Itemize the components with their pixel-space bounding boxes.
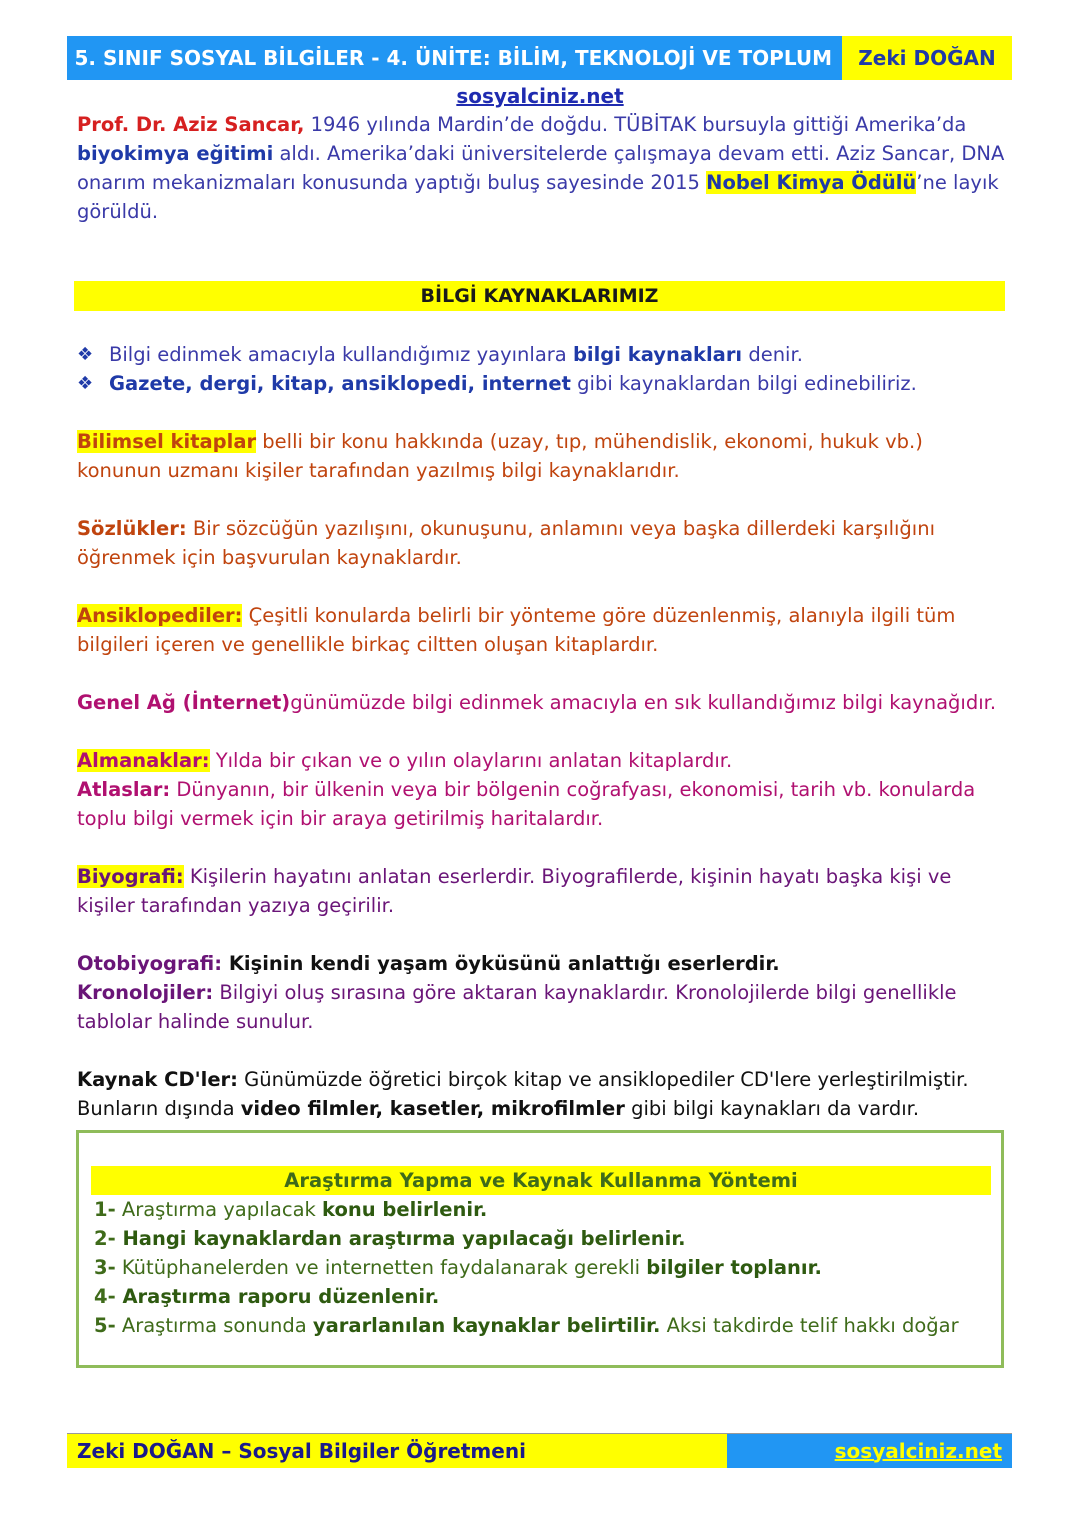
footer-author: Zeki DOĞAN – Sosyal Bilgiler Öğretmeni: [67, 1434, 727, 1468]
site-link[interactable]: sosyalciniz.net: [456, 84, 624, 108]
entry-ansiklopedi: Ansiklopediler: Çeşitli konularda belirli bir yönteme göre düzenlenmiş, alanıyla ilgili tüm bilgileri içeren ve genellikle birkaç ciltten oluşan kitaplardır.: [77, 604, 956, 656]
footer-site-link[interactable]: sosyalciniz.net: [834, 1438, 1002, 1463]
diamond-bullet-icon: ❖: [77, 344, 94, 365]
intro-paragraph: Prof. Dr. Aziz Sancar, 1946 yılında Mardin’de doğdu. TÜBİTAK bursuyla gittiği Amerika’da biyokimya eğitimi aldı. Amerika’daki üniversitelerde çalışmaya devam etti. Aziz Sancar, DNA onarım mekanizmaları konusunda yaptığı buluş sayesinde 2015 Nobel Kimya Ödülü’ne layık görüldü.: [77, 113, 1005, 223]
entry-almanak: Almanaklar: Yılda bir çıkan ve o yılın olaylarını anlatan kitaplardır.: [77, 749, 733, 772]
section-title: BİLGİ KAYNAKLARIMIZ: [74, 281, 1005, 311]
header-title: 5. SINIF SOSYAL BİLGİLER - 4. ÜNİTE: BİLİM, TEKNOLOJİ VE TOPLUM: [67, 36, 842, 80]
entry-cd: Kaynak CD'ler: Günümüzde öğretici birçok kitap ve ansiklopediler CD'lere yerleştirilmiştir.: [77, 1068, 969, 1091]
bullet-item: ❖ Bilgi edinmek amacıyla kullandığımız yayınlara bilgi kaynakları denir.: [77, 340, 1007, 369]
method-step: 4- Araştırma raporu düzenlenir.: [94, 1285, 440, 1308]
main-content: [77, 110, 1007, 226]
entry-sozluk: Sözlükler: Bir sözcüğün yazılışını, okunuşunu, anlamını veya başka dillerdeki karşılığını öğrenmek için başvurulan kaynaklardır.: [77, 517, 935, 569]
method-step: 1- Araştırma yapılacak konu belirlenir.: [94, 1198, 488, 1221]
intro-name: Prof. Dr. Aziz Sancar,: [77, 113, 305, 136]
research-method-box: [76, 1130, 1004, 1368]
footer-link-container: [727, 1434, 1012, 1468]
method-step: 5- Araştırma sonunda yararlanılan kaynaklar belirtilir. Aksi takdirde telif hakkı doğar: [94, 1314, 959, 1337]
method-steps: [94, 1195, 994, 1340]
entry-biyografi: Biyografi: Kişilerin hayatını anlatan eserlerdir. Biyografilerde, kişinin hayatı başka kişi ve kişiler tarafından yazıya geçirilir.: [77, 865, 952, 917]
entry-atlas: Atlaslar: Dünyanın, bir ülkenin veya bir bölgenin coğrafyası, ekonomisi, tarih vb. konularda toplu bilgi vermek için bir araya getirilmiş haritalardır.: [77, 778, 976, 830]
entry-cd-extra: Bunların dışında video filmler, kasetler, mikrofilmler gibi bilgi kaynakları da vardır.: [77, 1097, 920, 1120]
box-title: Araştırma Yapma ve Kaynak Kullanma Yöntemi: [91, 1166, 991, 1195]
nobel-award: Nobel Kimya Ödülü: [706, 171, 917, 194]
method-step: 3- Kütüphanelerden ve internetten faydalanarak gerekli bilgiler toplanır.: [94, 1256, 822, 1279]
diamond-bullet-icon: ❖: [77, 373, 94, 394]
method-step: 2- Hangi kaynaklardan araştırma yapılacağı belirlenir.: [94, 1227, 686, 1250]
entry-bilimsel: Bilimsel kitaplar belli bir konu hakkında (uzay, tıp, mühendislik, ekonomi, hukuk vb.) konunun uzmanı kişiler tarafından yazılmış bilgi kaynaklarıdır.: [77, 430, 923, 482]
page-header: [67, 36, 1012, 80]
header-author: Zeki DOĞAN: [842, 36, 1012, 80]
page-footer: [67, 1433, 1012, 1468]
sources-content: [77, 340, 1007, 1123]
entry-otobiyografi: Otobiyografi: Kişinin kendi yaşam öyküsünü anlattığı eserlerdir.: [77, 952, 780, 975]
bullet-item: ❖ Gazete, dergi, kitap, ansiklopedi, internet gibi kaynaklardan bilgi edinebiliriz.: [77, 369, 1007, 398]
entry-kronoloji: Kronolojiler: Bilgiyi oluş sırasına göre aktaran kaynaklardır. Kronolojilerde bilgi genellikle tablolar halinde sunulur.: [77, 981, 957, 1033]
entry-internet: Genel Ağ (İnternet)günümüzde bilgi edinmek amacıyla en sık kullandığımız bilgi kaynağıdır.: [77, 691, 997, 714]
